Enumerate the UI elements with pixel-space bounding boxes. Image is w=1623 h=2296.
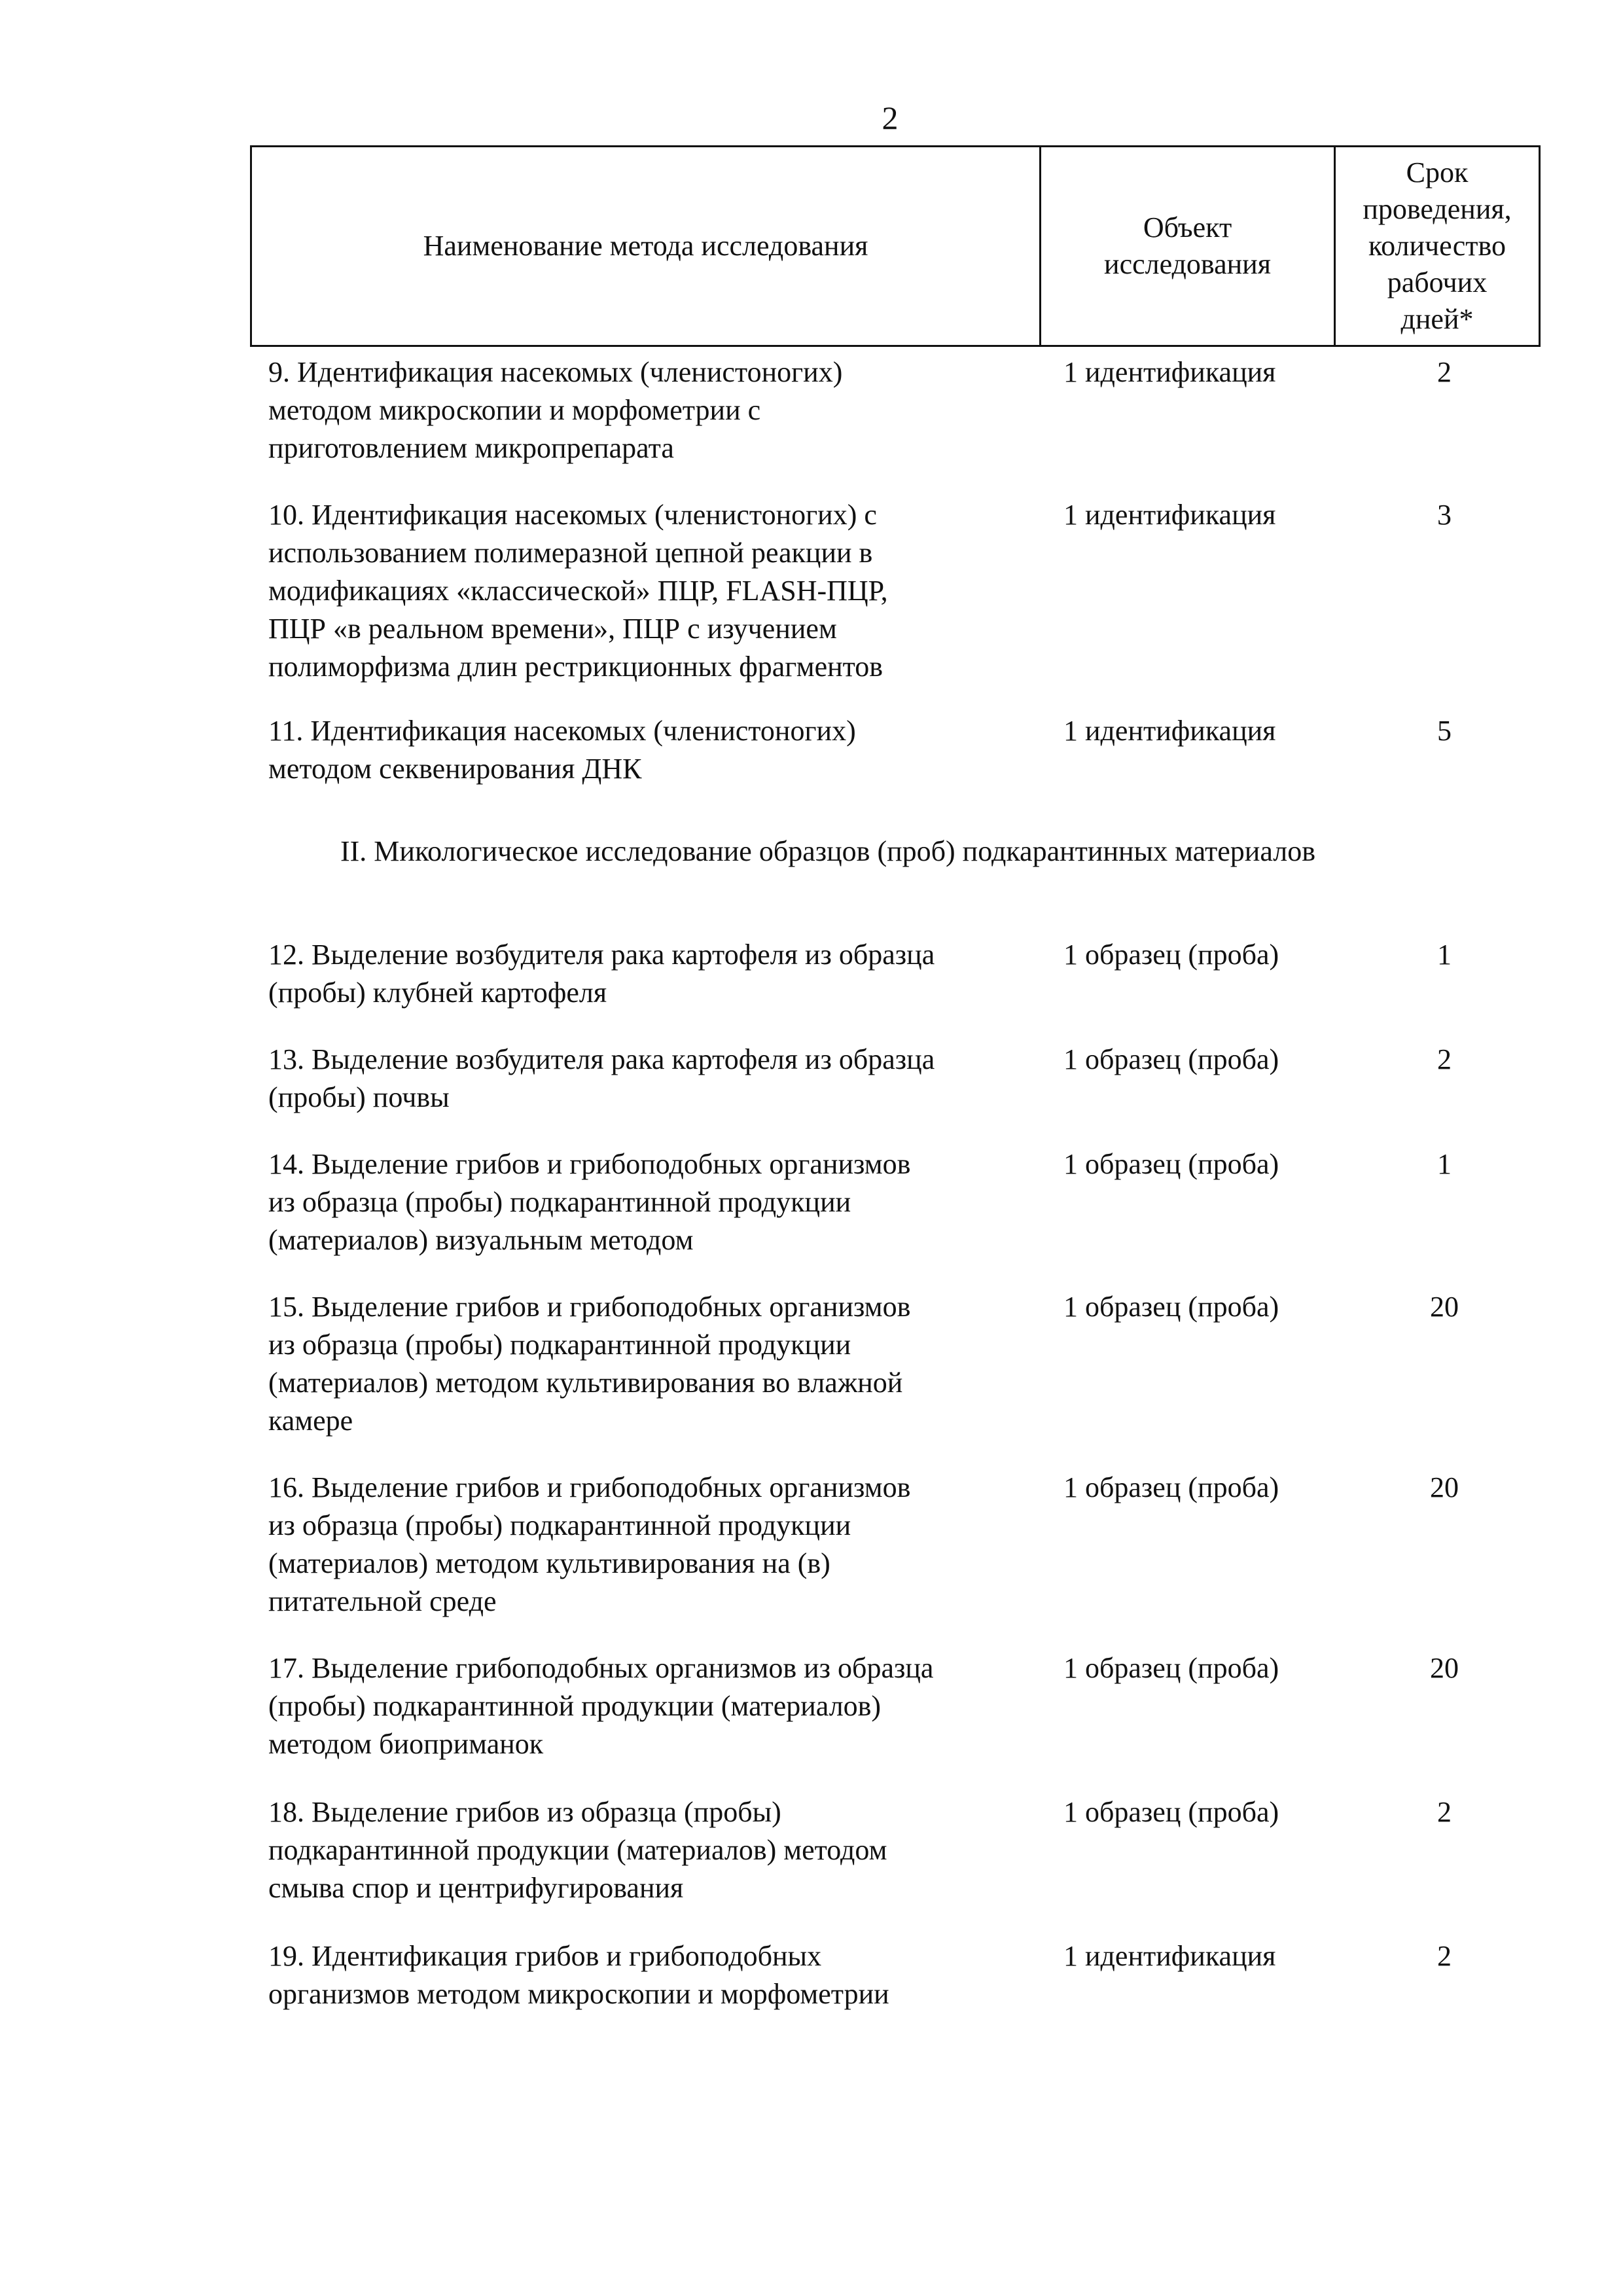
row-method: 11. Идентификация насекомых (членистоногих) методом секвенирования ДНК	[268, 715, 856, 785]
row-term: 20	[1430, 1652, 1459, 1684]
row-term: 20	[1430, 1291, 1459, 1323]
row-method: 16. Выделение грибов и грибоподобных организмов из образца (пробы) подкарантинной продукции (материалов) методом культивирования на (в) питательной среде	[268, 1471, 911, 1617]
row-object: 1 образец (проба)	[1063, 1043, 1279, 1075]
header-term-line: количество	[1368, 230, 1507, 262]
header-term-line: рабочих	[1387, 266, 1488, 298]
row-term: 1	[1437, 1148, 1452, 1180]
row-method: 15. Выделение грибов и грибоподобных организмов из образца (пробы) подкарантинной продукции (материалов) методом культивирования во влажной камере	[268, 1291, 911, 1437]
header-object-line: исследования	[1104, 248, 1271, 280]
row-method: 19. Идентификация грибов и грибоподобных организмов методом микроскопии и морфометрии	[268, 1940, 889, 2010]
header-term-line: Срок	[1406, 156, 1469, 188]
header-term-line: проведения,	[1363, 193, 1512, 225]
row-object: 1 идентификация	[1063, 1940, 1276, 1972]
section-title: II. Микологическое исследование образцов (проб) подкарантинных материалов	[340, 835, 1315, 867]
row-term: 1	[1437, 939, 1452, 971]
table-header	[250, 145, 1541, 347]
header-object-line: Объект	[1143, 211, 1232, 243]
row-term: 2	[1437, 1796, 1452, 1828]
row-term: 2	[1437, 1043, 1452, 1075]
row-term: 20	[1430, 1471, 1459, 1503]
row-object: 1 образец (проба)	[1063, 1796, 1279, 1828]
row-term: 3	[1437, 499, 1452, 531]
row-method: 9. Идентификация насекомых (членистоногих) методом микроскопии и морфометрии с приготовлением микропрепарата	[268, 356, 843, 464]
row-object: 1 идентификация	[1063, 499, 1276, 531]
row-term: 2	[1437, 356, 1452, 388]
row-method: 10. Идентификация насекомых (членистоногих) с использованием полимеразной цепной реакции в модификациях «классической» ПЦР, FLASH-ПЦР, ПЦР «в реальном времени», ПЦР с изучением полиморфизма длин рестрикционных фрагментов	[268, 499, 888, 683]
page-number: 2	[882, 99, 899, 136]
header-term	[1336, 147, 1539, 345]
row-object: 1 образец (проба)	[1063, 1471, 1279, 1503]
row-method: 18. Выделение грибов из образца (пробы) подкарантинной продукции (материалов) методом смыва спор и центрифугирования	[268, 1796, 887, 1904]
row-method: 13. Выделение возбудителя рака картофеля из образца (пробы) почвы	[268, 1043, 935, 1113]
row-method: 12. Выделение возбудителя рака картофеля из образца (пробы) клубней картофеля	[268, 939, 935, 1009]
header-method-name: Наименование метода исследования	[252, 147, 1041, 345]
row-term: 5	[1437, 715, 1452, 747]
row-term: 2	[1437, 1940, 1452, 1972]
row-method: 17. Выделение грибоподобных организмов из образца (пробы) подкарантинной продукции (материалов) методом биоприманок	[268, 1652, 934, 1760]
row-object: 1 образец (проба)	[1063, 1652, 1279, 1684]
header-term-line: дней*	[1400, 303, 1474, 335]
row-object: 1 образец (проба)	[1063, 1148, 1279, 1180]
row-object: 1 образец (проба)	[1063, 939, 1279, 971]
header-object	[1041, 147, 1336, 345]
row-object: 1 идентификация	[1063, 715, 1276, 747]
row-method: 14. Выделение грибов и грибоподобных организмов из образца (пробы) подкарантинной продукции (материалов) визуальным методом	[268, 1148, 911, 1256]
row-object: 1 образец (проба)	[1063, 1291, 1279, 1323]
row-object: 1 идентификация	[1063, 356, 1276, 388]
